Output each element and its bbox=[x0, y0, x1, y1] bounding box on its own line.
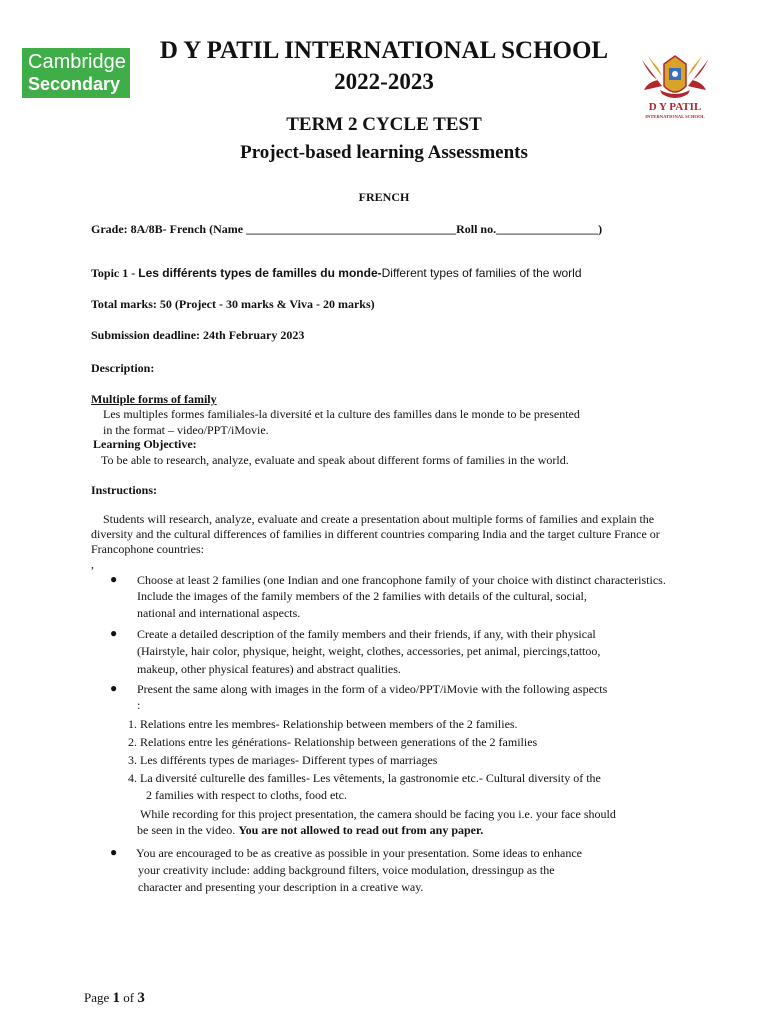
instructions-intro-1: Students will research, analyze, evaluate and create a presentation about multiple forms of families and explain the bbox=[103, 512, 655, 526]
recording-line-1: While recording for this project presentation, the camera should be facing you i.e. your face should bbox=[140, 807, 616, 821]
bullet4-line3: character and presenting your description in a creative way. bbox=[138, 880, 424, 894]
bullet-dot: ● bbox=[110, 845, 118, 859]
recording-line-2 bbox=[137, 822, 483, 838]
submission-deadline: Submission deadline: 24th February 2023 bbox=[91, 328, 305, 342]
bullet1-line2: Include the images of the family members of the 2 families with details of the cultural, social, bbox=[137, 589, 587, 603]
bullet3-line2: : bbox=[137, 698, 141, 712]
bullet2-line3: makeup, other physical features) and abstract qualities. bbox=[137, 662, 401, 676]
cambridge-logo-line1: Cambridge bbox=[28, 51, 126, 73]
recording-line-2-bold: You are not allowed to read out from any paper. bbox=[238, 823, 484, 837]
stray-comma: , bbox=[91, 557, 94, 571]
term-title: TERM 2 CYCLE TEST bbox=[286, 114, 482, 135]
grade-line: Grade: 8A/8B- French (Name ___________________________________Roll no._________________) bbox=[91, 222, 603, 236]
multiple-forms-text-1: Les multiples formes familiales-la diversité et la culture des familles dans le monde to be presented bbox=[103, 407, 580, 421]
page-footer bbox=[84, 990, 145, 1007]
topic-prefix: Topic 1 - bbox=[91, 266, 139, 280]
page-current: 1 bbox=[112, 990, 121, 1006]
total-marks: Total marks: 50 (Project - 30 marks & Viva - 20 marks) bbox=[91, 297, 375, 311]
numbered-item-3: 3. Les différents types de mariages- Different types of marriages bbox=[128, 753, 438, 767]
topic-english: Different types of families of the world bbox=[381, 266, 582, 280]
instructions-heading: Instructions: bbox=[91, 483, 158, 497]
numbered-item-2: 2. Relations entre les générations- Relationship between generations of the 2 families bbox=[128, 735, 538, 749]
bullet-dot: ● bbox=[110, 626, 118, 640]
school-name: D Y PATIL INTERNATIONAL SCHOOL bbox=[159, 37, 609, 64]
bullet1-line1: Choose at least 2 families (one Indian and one francophone family of your choice with distinct characteristics. bbox=[137, 573, 666, 587]
bullet-dot: ● bbox=[110, 572, 118, 586]
bullet4-line2: your creativity include: adding background filters, voice modulation, dressingup as the bbox=[138, 863, 555, 877]
page-total: 3 bbox=[137, 990, 145, 1006]
bullet4-line1: You are encouraged to be as creative as possible in your presentation. Some ideas to enhance bbox=[136, 846, 582, 860]
page-of-word: of bbox=[120, 990, 138, 1005]
instructions-intro-2: diversity and the cultural differences of families in different countries comparing India and the target culture France or bbox=[91, 527, 660, 541]
cambridge-logo-line2: Secondary 1 bbox=[28, 74, 121, 116]
bullet-dot: ● bbox=[110, 681, 118, 695]
instructions-intro-3: Francophone countries: bbox=[91, 542, 204, 556]
learning-objective-text: To be able to research, analyze, evaluate and speak about different forms of families in the world. bbox=[101, 453, 569, 467]
bullet3-line1: Present the same along with images in the form of a video/PPT/iMovie with the following aspects bbox=[137, 682, 608, 696]
bullet1-line3: national and international aspects. bbox=[137, 606, 301, 620]
multiple-forms-text-2: in the format – video/PPT/iMovie. bbox=[103, 423, 269, 437]
bullet2-line1: Create a detailed description of the family members and their friends, if any, with their physical bbox=[137, 627, 596, 641]
multiple-forms-heading: Multiple forms of family bbox=[91, 392, 217, 406]
crest-name: D Y PATIL bbox=[648, 101, 702, 113]
description-heading: Description: bbox=[91, 361, 155, 375]
numbered-item-4-cont: 2 families with respect to cloths, food etc. bbox=[146, 788, 347, 802]
academic-year: 2022-2023 bbox=[334, 69, 434, 94]
learning-objective-heading: Learning Objective: bbox=[93, 437, 197, 451]
numbered-item-1: 1. Relations entre les membres- Relationship between members of the 2 families. bbox=[128, 717, 518, 731]
bullet2-line2: (Hairstyle, hair color, physique, height, weight, clothes, accessories, pet animal, piercings,tattoo, bbox=[137, 644, 601, 658]
subject-title: FRENCH bbox=[358, 190, 410, 204]
numbered-item-4: 4. La diversité culturelle des familles- Les vêtements, la gastronomie etc.- Cultural diversity of the bbox=[128, 771, 601, 785]
topic-line bbox=[91, 265, 582, 281]
recording-line-2-plain: be seen in the video. bbox=[137, 823, 239, 837]
page-word: Page bbox=[84, 990, 113, 1005]
assessment-title: Project-based learning Assessments bbox=[240, 142, 528, 163]
crest-subtitle: INTERNATIONAL SCHOOL bbox=[645, 114, 705, 119]
topic-french: Les différents types de familles du monde- bbox=[138, 266, 382, 280]
